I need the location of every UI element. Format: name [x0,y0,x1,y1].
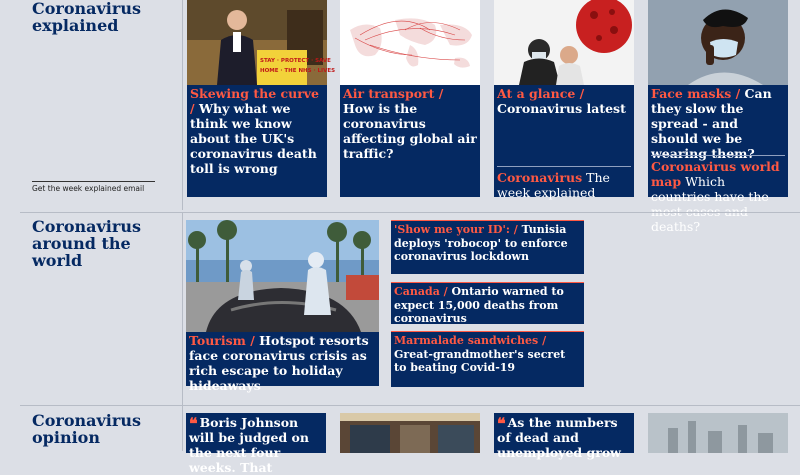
section-divider [182,213,183,405]
story-headline [190,86,324,176]
story-kicker: At a glance / [497,86,585,101]
sub-story-kicker: Coronavirus world map [651,159,780,189]
briefing-sign-text: STAY · PROTECT · SAVE [260,58,331,64]
story-headline [497,86,631,116]
sub-story-text: Which countries have the most cases and deaths? [651,174,769,234]
story-card-canada[interactable] [391,282,584,324]
story-title: Ontario warned to expect 15,000 deaths from coronavirus [394,285,564,325]
story-title: Tunisia deploys 'robocop' to enforce coronavirus lockdown [394,223,568,263]
feature-story-tourism[interactable] [186,220,379,393]
section-title: Coronavirus opinion [32,411,141,447]
story-kicker: 'Show me your ID': / [394,223,518,236]
story-title: Can they slow the spread - and should we be wearing them? [651,86,772,161]
shopfront-photo [340,413,480,453]
story-title: Great-grandmother's secret to beating Covid-19 [394,347,566,374]
story-kicker: Skewing the curve / [190,86,319,116]
sub-story-kicker: Coronavirus [497,170,583,185]
section-title: Coronavirus around the world [32,217,141,270]
story-title: Why what we think we know about the UK's coronavirus death toll is wrong [190,101,317,176]
drive-through-testing-photo [186,220,379,332]
story-kicker: Air transport / [343,86,444,101]
story-card-air-transport[interactable] [340,0,480,197]
quote-icon: ❝ [189,414,198,433]
sub-story-text: The week explained [497,170,610,200]
opinion-card-skyline[interactable] [648,413,788,453]
story-headline [394,334,581,375]
story-headline [394,285,581,326]
masked-people-photo [494,0,634,85]
section-coronavirus-world [20,212,800,404]
quote-icon: ❝ [497,414,506,433]
story-card-face-masks[interactable] [648,0,788,234]
section-title: Coronavirus explained [32,0,141,35]
story-headline [394,223,581,264]
story-card-at-a-glance[interactable] [494,0,634,200]
svg-text:HOME · THE NHS · LIVES: HOME · THE NHS · LIVES [260,68,336,74]
city-skyline-photo [648,413,788,453]
story-kicker: Face masks / [651,86,741,101]
story-headline [189,333,376,393]
story-title: Boris Johnson will be judged on the next four weeks. That [189,415,309,475]
opinion-card-dead-unemployed[interactable] [494,413,634,460]
section-coronavirus-opinion [20,405,800,475]
flight-map [340,0,480,85]
sub-story-link[interactable] [497,166,631,200]
section-divider [182,406,183,451]
story-title: As the numbers of dead and unemployed grow [497,415,621,460]
email-signup-link[interactable]: Get the week explained email [32,181,155,193]
story-card-skewing-curve[interactable] [187,0,336,197]
opinion-card-shopfront[interactable] [340,413,480,453]
story-title: Hotspot resorts face coronavirus crisis as rich escape to holiday hideaways [189,333,369,393]
section-divider [182,0,183,210]
story-card-tunisia[interactable] [391,220,584,274]
story-headline [651,86,785,161]
story-card-marmalade[interactable] [391,331,584,387]
story-headline [497,415,631,460]
story-kicker: Tourism / [189,333,255,348]
story-title: Coronavirus latest [497,101,626,116]
story-kicker: Marmalade sandwiches / [394,334,547,347]
story-kicker: Canada / [394,285,448,298]
story-headline [343,86,477,161]
press-briefing-photo [187,0,336,85]
story-headline [189,415,323,475]
opinion-card-boris-johnson[interactable] [186,413,326,475]
face-mask-photo [648,0,788,85]
story-title: How is the coronavirus affecting global air traffic? [343,101,477,161]
